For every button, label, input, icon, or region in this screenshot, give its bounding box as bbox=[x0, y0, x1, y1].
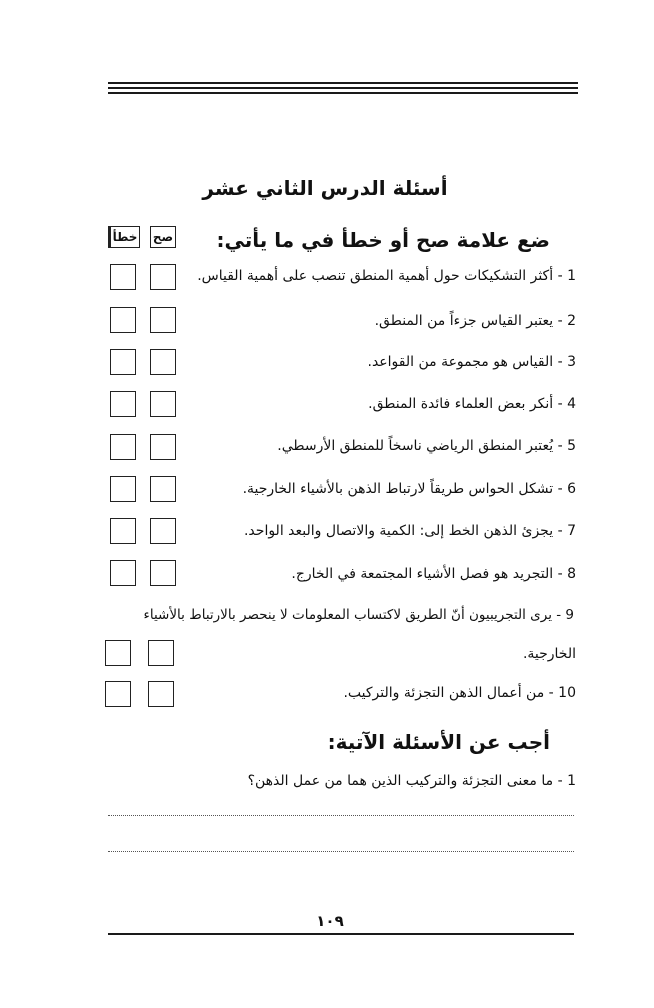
false-checkbox[interactable] bbox=[105, 681, 131, 707]
section-heading-true-false: ضع علامة صح أو خطأ في ما يأتي: bbox=[216, 228, 550, 252]
tf-question: 2 - يعتبر القياس جزءاً من المنطق. bbox=[374, 313, 576, 329]
tf-question: 3 - القياس هو مجموعة من القواعد. bbox=[367, 354, 576, 370]
true-checkbox[interactable] bbox=[150, 264, 176, 290]
column-header-true: صح bbox=[150, 226, 176, 248]
tf-question: 8 - التجريد هو فصل الأشياء المجتمعة في الخارج. bbox=[291, 566, 576, 582]
false-checkbox[interactable] bbox=[110, 307, 136, 333]
tf-question: 7 - يجزئ الذهن الخط إلى: الكمية والاتصال والبعد الواحد. bbox=[243, 523, 576, 539]
false-checkbox[interactable] bbox=[110, 434, 136, 460]
column-header-false: خطأ bbox=[108, 226, 140, 248]
top-rule bbox=[108, 87, 578, 89]
tf-question: 1 - أكثر التشكيكات حول أهمية المنطق تنصب على أهمية القياس. bbox=[197, 268, 576, 284]
open-question: 1 - ما معنى التجزئة والتركيب الذين هما من عمل الذهن؟ bbox=[247, 773, 576, 789]
bottom-rule bbox=[108, 933, 574, 935]
tf-question: 10 - من أعمال الذهن التجزئة والتركيب. bbox=[343, 685, 576, 701]
top-rule bbox=[108, 82, 578, 84]
false-checkbox[interactable] bbox=[105, 640, 131, 666]
false-checkbox[interactable] bbox=[110, 476, 136, 502]
true-checkbox[interactable] bbox=[150, 518, 176, 544]
true-checkbox[interactable] bbox=[150, 560, 176, 586]
answer-line[interactable] bbox=[108, 851, 574, 852]
tf-question: 4 - أنكر بعض العلماء فائدة المنطق. bbox=[368, 396, 576, 412]
page-title: أسئلة الدرس الثاني عشر bbox=[202, 176, 448, 200]
false-checkbox[interactable] bbox=[110, 518, 136, 544]
true-checkbox[interactable] bbox=[150, 307, 176, 333]
tf-question-9-line1: 9 - يرى التجريبيون أنّ الطريق لاكتساب المعلومات لا ينحصر بالارتباط بالأشياء bbox=[143, 607, 574, 623]
tf-question: 5 - يُعتبر المنطق الرياضي ناسخاً للمنطق الأرسطي. bbox=[277, 438, 576, 454]
true-checkbox[interactable] bbox=[148, 640, 174, 666]
false-checkbox[interactable] bbox=[110, 264, 136, 290]
true-checkbox[interactable] bbox=[150, 391, 176, 417]
top-rule bbox=[108, 92, 578, 94]
section-heading-answer: أجب عن الأسئلة الآتية: bbox=[327, 730, 550, 754]
page-number: ١٠٩ bbox=[316, 912, 344, 930]
false-checkbox[interactable] bbox=[110, 349, 136, 375]
answer-line[interactable] bbox=[108, 815, 574, 816]
false-checkbox[interactable] bbox=[110, 391, 136, 417]
true-checkbox[interactable] bbox=[150, 349, 176, 375]
false-checkbox[interactable] bbox=[110, 560, 136, 586]
tf-question: 6 - تشكل الحواس طريقاً لارتباط الذهن بالأشياء الخارجية. bbox=[242, 481, 576, 497]
true-checkbox[interactable] bbox=[150, 476, 176, 502]
true-checkbox[interactable] bbox=[150, 434, 176, 460]
tf-question-9-line2: الخارجية. bbox=[522, 646, 576, 662]
true-checkbox[interactable] bbox=[148, 681, 174, 707]
